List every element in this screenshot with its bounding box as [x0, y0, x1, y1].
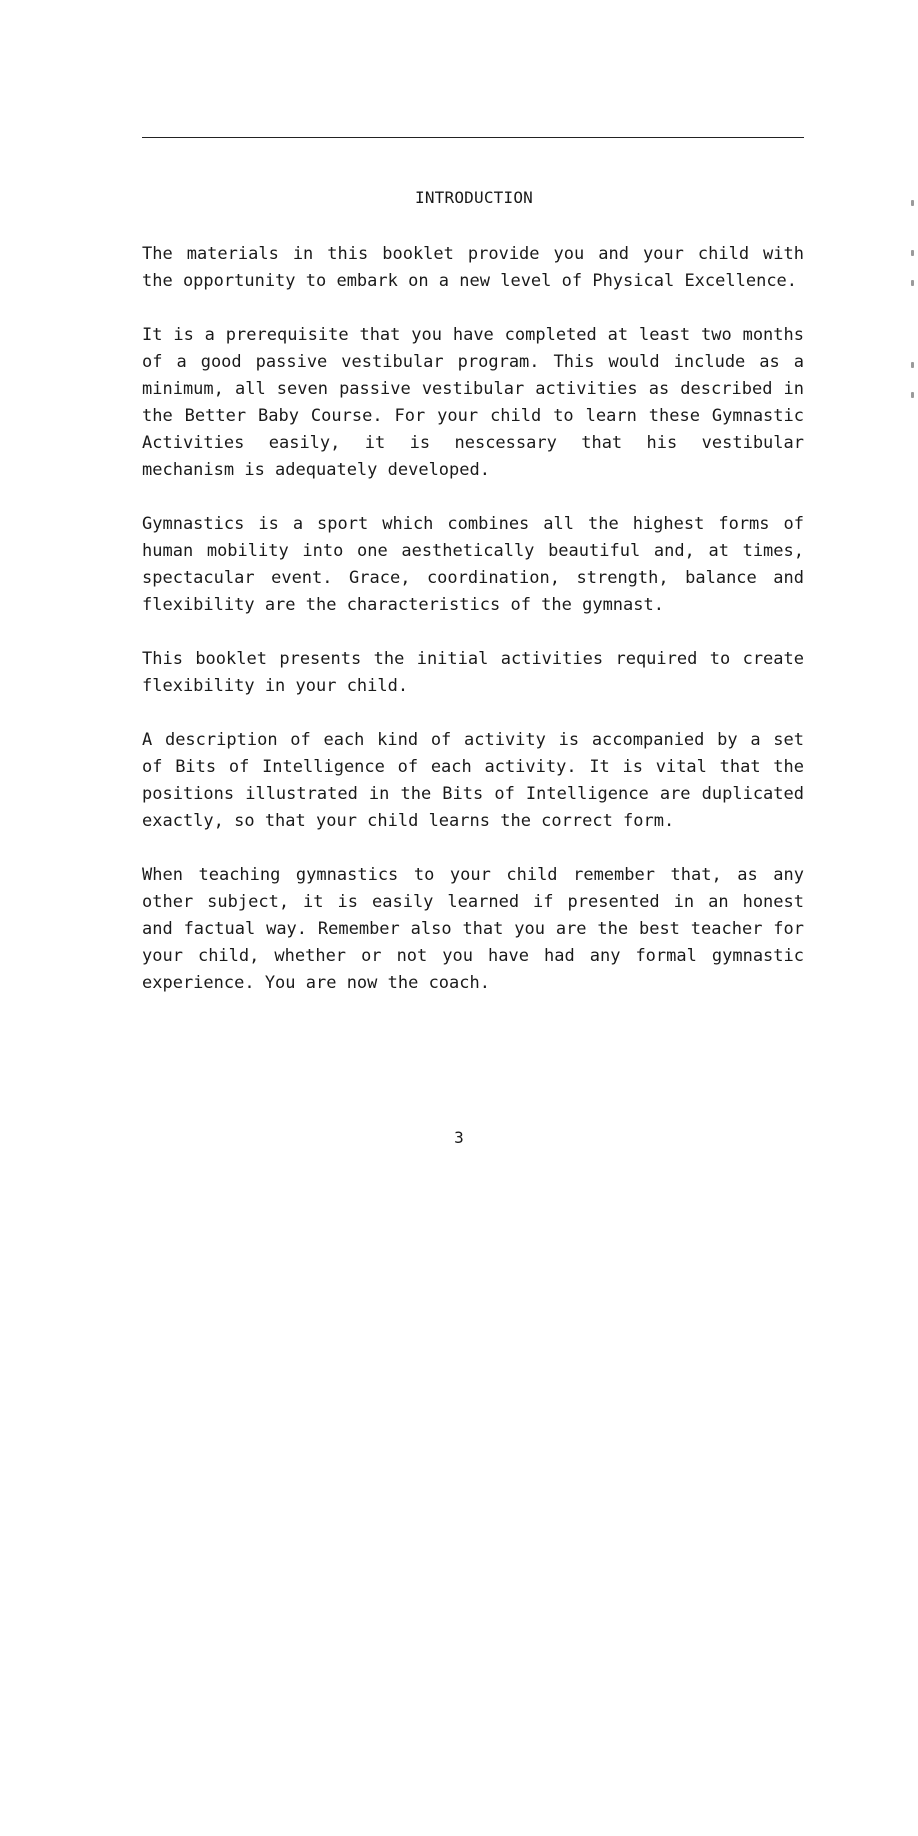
paragraph-2: It is a prerequisite that you have completed at least two months of a good passive vestibular program. This would include as a minimum, all seven passive vestibular activities as described in the Better Baby Course. For your child to learn these Gymnastic Activities easily, it is nescessary that his vestibular mechanism is adequately developed. — [142, 325, 804, 480]
scan-speck — [911, 200, 914, 206]
paragraph-1: The materials in this booklet provide you and your child with the opportunity to embark on a new level of Physical Excellence. — [142, 244, 804, 291]
paragraph-4: This booklet presents the initial activities required to create flexibility in your child. — [142, 649, 804, 696]
scan-speck — [911, 392, 914, 398]
scan-speck — [911, 250, 914, 256]
scan-speck — [911, 362, 914, 368]
body-text — [142, 241, 804, 1024]
section-heading: INTRODUCTION — [415, 188, 533, 207]
paragraph-3: Gymnastics is a sport which combines all the highest forms of human mobility into one aesthetically beautiful and, at times, spectacular event. Grace, coordination, strength, balance and flexibility are the characteristics of the gymnast. — [142, 514, 804, 615]
header-rule — [142, 137, 804, 138]
paragraph-5: A description of each kind of activity is accompanied by a set of Bits of Intelligence of each activity. It is vital that the positions illustrated in the Bits of Intelligence are duplicated exactly, so that your child learns the correct form. — [142, 730, 804, 831]
page-number: 3 — [454, 1128, 464, 1147]
scan-speck — [911, 280, 914, 286]
paragraph-6: When teaching gymnastics to your child remember that, as any other subject, it is easily learned if presented in an honest and factual way. Remember also that you are the best teacher for your child, whether or not you have had any formal gymnastic experience. You are now the coach. — [142, 865, 804, 993]
